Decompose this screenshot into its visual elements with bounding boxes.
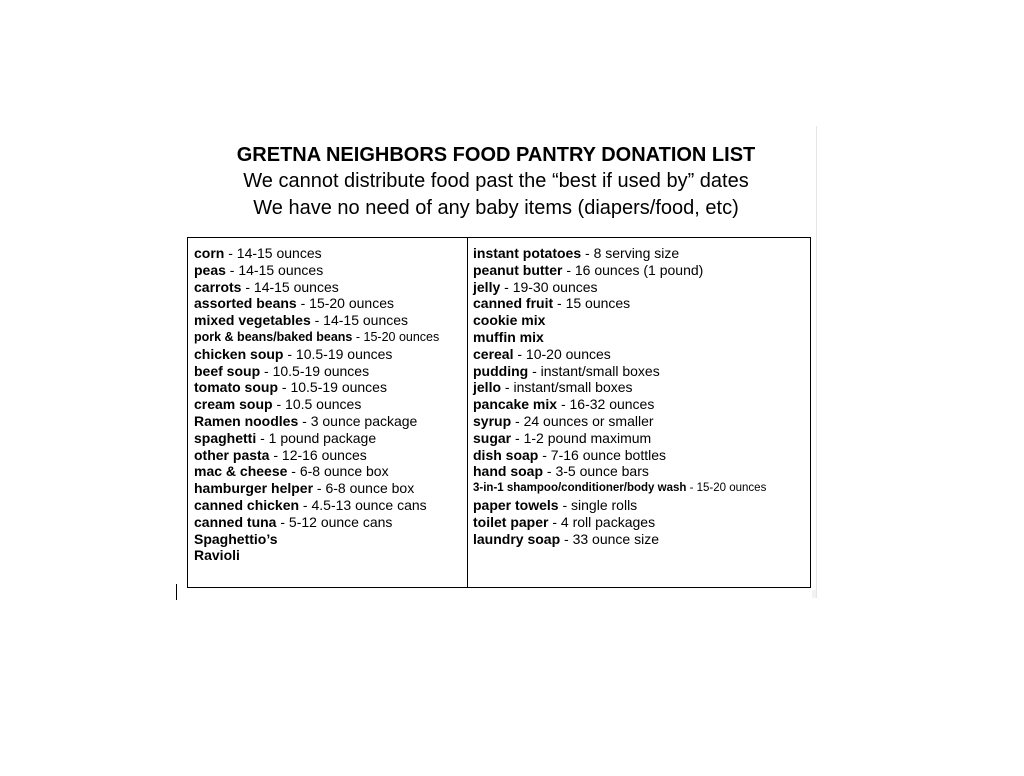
list-item: [194, 396, 467, 413]
item-detail: - 6-8 ounce box: [287, 463, 389, 480]
list-item: [194, 547, 467, 564]
item-name: mac & cheese: [194, 463, 288, 480]
item-detail: - 16-32 ounces: [557, 396, 655, 413]
item-name: peas: [194, 261, 226, 278]
list-item: [194, 480, 467, 497]
donation-table: [187, 237, 811, 588]
item-detail: - 15 ounces: [553, 295, 631, 312]
item-name: corn: [194, 245, 225, 261]
list-item: [473, 396, 810, 413]
subtitle-no-baby-items: We have no need of any baby items (diapers/food, etc): [253, 197, 739, 219]
item-detail: - 10.5-19 ounces: [278, 379, 387, 396]
item-name: tomato soup: [194, 379, 278, 396]
item-name: carrots: [194, 278, 242, 295]
list-item: [473, 463, 810, 480]
item-name: laundry soap: [473, 530, 561, 547]
list-item: [473, 279, 810, 296]
item-detail: - 14-15 ounces: [310, 312, 409, 329]
item-detail: - instant/small boxes: [501, 379, 633, 396]
item-detail: - 14-15 ounces: [241, 278, 339, 295]
item-name: jelly: [473, 278, 501, 295]
item-detail: - 8 serving size: [581, 245, 680, 261]
item-detail: - 10.5-19 ounces: [283, 345, 393, 362]
item-name: canned tuna: [194, 513, 277, 530]
list-item: [194, 430, 467, 447]
item-name: muffin mix: [473, 328, 544, 345]
item-name: assorted beans: [194, 295, 297, 312]
item-name: pudding: [473, 362, 529, 379]
item-name: Ramen noodles: [194, 412, 299, 429]
item-detail: - 15-20 ounces: [296, 295, 395, 312]
item-name: hamburger helper: [194, 480, 314, 497]
list-item: [473, 329, 810, 346]
item-detail: - 5-12 ounce cans: [276, 513, 393, 530]
subtitle-best-by: We cannot distribute food past the “best if used by” dates: [243, 170, 749, 192]
document-title: GRETNA NEIGHBORS FOOD PANTRY DONATION LIST: [236, 144, 756, 166]
list-item: [473, 447, 810, 464]
item-name: toilet paper: [473, 513, 549, 530]
item-name: cookie mix: [473, 312, 546, 329]
list-item: [194, 497, 467, 514]
item-detail: - 24 ounces or smaller: [511, 412, 654, 429]
list-item: [473, 262, 810, 279]
item-name: instant potatoes: [473, 245, 582, 261]
item-name: pancake mix: [473, 396, 558, 413]
item-name: jello: [473, 379, 502, 396]
list-item: [473, 312, 810, 329]
item-detail: - 12-16 ounces: [269, 446, 367, 463]
item-name: cream soup: [194, 396, 273, 413]
item-name: Ravioli: [194, 547, 240, 564]
item-detail: - 33 ounce size: [560, 530, 659, 547]
list-item: [194, 379, 467, 396]
item-name: chicken soup: [194, 345, 284, 362]
item-name: peanut butter: [473, 261, 563, 278]
item-detail: - instant/small boxes: [528, 362, 660, 379]
list-item: [473, 245, 810, 262]
item-name: pork & beans/baked beans: [194, 329, 353, 344]
list-item: [473, 497, 810, 514]
list-item: [194, 463, 467, 480]
item-name: syrup: [473, 412, 512, 429]
list-item: [194, 363, 467, 380]
item-name: Spaghettio’s: [194, 530, 278, 547]
list-item: [473, 363, 810, 380]
list-item: [194, 329, 467, 346]
list-item: [194, 295, 467, 312]
item-detail: - 4.5-13 ounce cans: [299, 496, 427, 513]
list-item: [194, 279, 467, 296]
list-item: [473, 480, 810, 497]
item-detail: - 15-20 ounces: [352, 329, 440, 344]
item-detail: - 3 ounce package: [298, 412, 418, 429]
list-item: [194, 413, 467, 430]
list-item: [194, 514, 467, 531]
list-item: [194, 346, 467, 363]
item-detail: - 15-20 ounces: [686, 482, 767, 495]
item-name: canned fruit: [473, 295, 554, 312]
item-detail: - 10.5 ounces: [272, 396, 362, 413]
item-name: mixed vegetables: [194, 312, 311, 329]
text-cursor: [176, 584, 177, 600]
list-item: [473, 531, 810, 548]
item-name: sugar: [473, 429, 512, 446]
item-name: other pasta: [194, 446, 270, 463]
list-item: [473, 413, 810, 430]
item-detail: - 16 ounces (1 pound): [562, 261, 704, 278]
item-name: hand soap: [473, 463, 544, 480]
item-name: dish soap: [473, 446, 539, 463]
item-detail: - 14-15 ounces: [225, 261, 324, 278]
item-detail: - single rolls: [558, 496, 638, 513]
list-item: [194, 245, 467, 262]
item-name: spaghetti: [194, 429, 257, 446]
item-detail: - 10.5-19 ounces: [260, 362, 370, 379]
list-item: [473, 379, 810, 396]
list-item: [473, 430, 810, 447]
item-detail: - 6-8 ounce box: [313, 480, 415, 497]
item-name: cereal: [473, 345, 514, 362]
item-detail: - 7-16 ounce bottles: [538, 446, 666, 463]
item-name: beef soup: [194, 362, 261, 379]
list-item: [473, 295, 810, 312]
item-name: paper towels: [473, 496, 559, 513]
item-detail: - 3-5 ounce bars: [543, 463, 649, 480]
list-item: [473, 346, 810, 363]
item-detail: - 1-2 pound maximum: [511, 429, 652, 446]
item-detail: - 1 pound package: [256, 429, 377, 446]
donation-column-left: [188, 238, 468, 587]
donation-column-right: [468, 238, 810, 587]
item-detail: - 14-15 ounces: [224, 245, 322, 261]
list-item: [473, 514, 810, 531]
list-item: [194, 447, 467, 464]
item-name: 3-in-1 shampoo/conditioner/body wash: [473, 482, 687, 495]
list-item: [194, 262, 467, 279]
list-item: [194, 531, 467, 548]
item-detail: - 10-20 ounces: [513, 345, 611, 362]
item-detail: - 19-30 ounces: [500, 278, 598, 295]
item-detail: - 4 roll packages: [548, 513, 656, 530]
item-name: canned chicken: [194, 496, 300, 513]
page-edge: [812, 590, 816, 598]
list-item: [194, 312, 467, 329]
